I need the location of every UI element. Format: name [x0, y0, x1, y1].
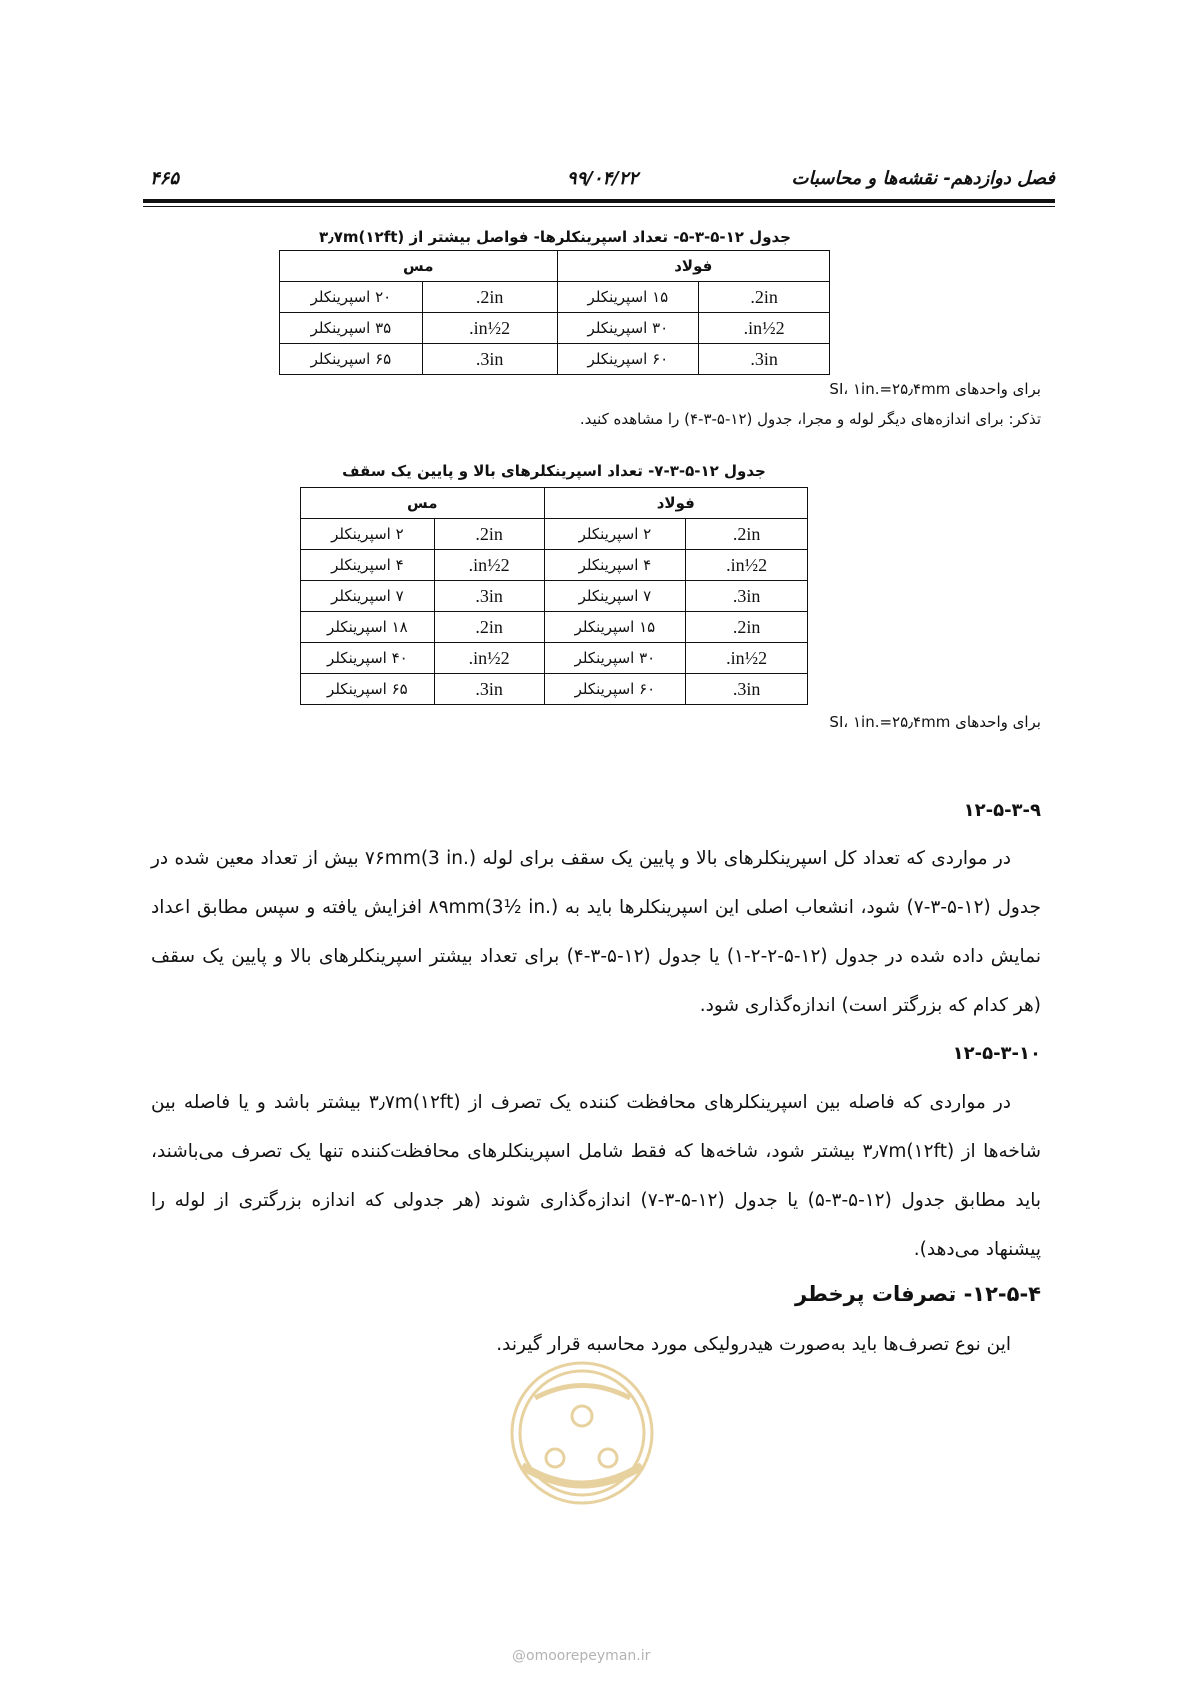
- table-cell: 2in.: [699, 282, 830, 313]
- table-cell: 2½in.: [434, 643, 544, 674]
- table-cell: 2in.: [422, 282, 557, 313]
- table-row: [280, 282, 830, 313]
- table-cell: 2½in.: [699, 313, 830, 344]
- section-12-5-4-heading: ۱۲-۵-۴- تصرفات پرخطر: [794, 1282, 1041, 1306]
- table-cell: 3in.: [434, 581, 544, 612]
- table-cell: 3in.: [686, 581, 808, 612]
- header-rule-thick: [143, 199, 1055, 203]
- section-12-5-4-paragraph: این نوع تصرف‌ها باید به‌صورت هیدرولیکی مورد محاسبه قرار گیرند.: [496, 1334, 1011, 1355]
- table-cell: ۲ اسپرینکلر: [301, 519, 435, 550]
- table-row: [301, 674, 808, 705]
- table2-si-note: برای واحدهای SI، ۱in.=۲۵٫۴mm: [829, 713, 1041, 731]
- table-cell: ۶۵ اسپرینکلر: [280, 344, 423, 375]
- table-cell: ۷ اسپرینکلر: [544, 581, 686, 612]
- table-cell: 3in.: [422, 344, 557, 375]
- table-cell: ۴ اسپرینکلر: [544, 550, 686, 581]
- table-cell: ۱۵ اسپرینکلر: [544, 612, 686, 643]
- table-cell: ۶۵ اسپرینکلر: [301, 674, 435, 705]
- page-number: ۴۶۵: [150, 168, 180, 189]
- table-cell: 3in.: [686, 674, 808, 705]
- table-row: [301, 581, 808, 612]
- table-cell: ۲۰ اسپرینکلر: [280, 282, 423, 313]
- table-row: [280, 344, 830, 375]
- table-cell: 3in.: [434, 674, 544, 705]
- header-date: ۹۹/۰۴/۲۲: [566, 168, 639, 189]
- table1-si-note: برای واحدهای SI، ۱in.=۲۵٫۴mm: [829, 380, 1041, 398]
- table-cell: 2in.: [434, 612, 544, 643]
- table-row: [301, 643, 808, 674]
- header-rule-thin: [143, 206, 1055, 207]
- table-cell: ۴۰ اسپرینکلر: [301, 643, 435, 674]
- table-cell: 2½in.: [434, 550, 544, 581]
- table-cell: ۱۸ اسپرینکلر: [301, 612, 435, 643]
- table-cell: ۳۰ اسپرینکلر: [544, 643, 686, 674]
- chapter-title: فصل دوازدهم- نقشه‌ها و محاسبات: [791, 168, 1055, 189]
- table-cell: ۳۵ اسپرینکلر: [280, 313, 423, 344]
- table-cell: 2½in.: [686, 550, 808, 581]
- table1-header-steel: فولاد: [557, 251, 829, 282]
- table-row: [301, 519, 808, 550]
- section-number-10: ۱۲-۵-۳-۱۰: [952, 1043, 1041, 1064]
- table2-header-copper: مس: [301, 488, 545, 519]
- table2-caption: جدول ۱۲-۵-۳-۷- تعداد اسپرینکلرهای بالا و پایین یک سقف: [342, 462, 766, 480]
- table2: [300, 487, 808, 705]
- table2-header-steel: فولاد: [544, 488, 807, 519]
- watermark-logo: [500, 1338, 665, 1538]
- table-cell: 2in.: [686, 612, 808, 643]
- table-cell: 2½in.: [686, 643, 808, 674]
- table-cell: ۱۵ اسپرینکلر: [557, 282, 699, 313]
- table1-caption: جدول ۱۲-۵-۳-۵- تعداد اسپرینکلرها- فواصل بیشتر از ۳٫۷m(۱۲ft): [319, 228, 791, 246]
- section-10-paragraph: در مواردی که فاصله بین اسپرینکلرهای محافظت کننده یک تصرف از ۳٫۷m(۱۲ft) بیشتر باشد و یا فاصله بین شاخه‌ها از ۳٫۷m(۱۲ft) بیشتر شود، شاخه‌ها که فقط شامل اسپرینکلرهای محافظت‌کننده تنها یک تصرف می‌باشند، باید مطابق جدول (۱۲-۵-۳-۵) یا جدول (۱۲-۵-۳-۷) اندازه‌گذاری شوند (هر جدولی که اندازه بزرگتری از لوله را پیشنهاد می‌دهد).: [151, 1092, 1041, 1260]
- table-cell: ۲ اسپرینکلر: [544, 519, 686, 550]
- table1: [279, 250, 830, 375]
- table-row: [301, 550, 808, 581]
- section-9-paragraph: در مواردی که تعداد کل اسپرینکلرهای بالا و پایین یک سقف برای لوله ۷۶mm(3 in.) بیش از تعداد معین شده در جدول (۱۲-۵-۳-۷) شود، انشعاب اصلی این اسپرینکلرها باید به ۸۹mm(3½ in.) افزایش یافته و سپس مطابق اعداد نمایش داده شده در جدول (۱۲-۵-۲-۲-۱) یا جدول (۱۲-۵-۳-۴) برای تعداد بیشتر اسپرینکلرهای بالا و پایین یک سقف (هر کدام که بزرگتر است) اندازه‌گذاری شود.: [151, 848, 1042, 1016]
- watermark-url: @omoorepeyman.ir: [512, 1648, 651, 1664]
- table-cell: 2½in.: [422, 313, 557, 344]
- table-cell: 3in.: [699, 344, 830, 375]
- table-cell: ۶۰ اسپرینکلر: [557, 344, 699, 375]
- table-cell: ۶۰ اسپرینکلر: [544, 674, 686, 705]
- running-header: [150, 168, 1055, 198]
- table-row: [280, 313, 830, 344]
- table-cell: ۷ اسپرینکلر: [301, 581, 435, 612]
- table-cell: ۳۰ اسپرینکلر: [557, 313, 699, 344]
- table-cell: ۴ اسپرینکلر: [301, 550, 435, 581]
- table-cell: 2in.: [434, 519, 544, 550]
- section-number-9: ۱۲-۵-۳-۹: [963, 800, 1041, 821]
- table-row: [301, 612, 808, 643]
- table1-header-copper: مس: [280, 251, 558, 282]
- table-cell: 2in.: [686, 519, 808, 550]
- table1-reminder-note: تذکر: برای اندازه‌های دیگر لوله و مجرا، جدول (۱۲-۵-۳-۴) را مشاهده کنید.: [579, 410, 1041, 428]
